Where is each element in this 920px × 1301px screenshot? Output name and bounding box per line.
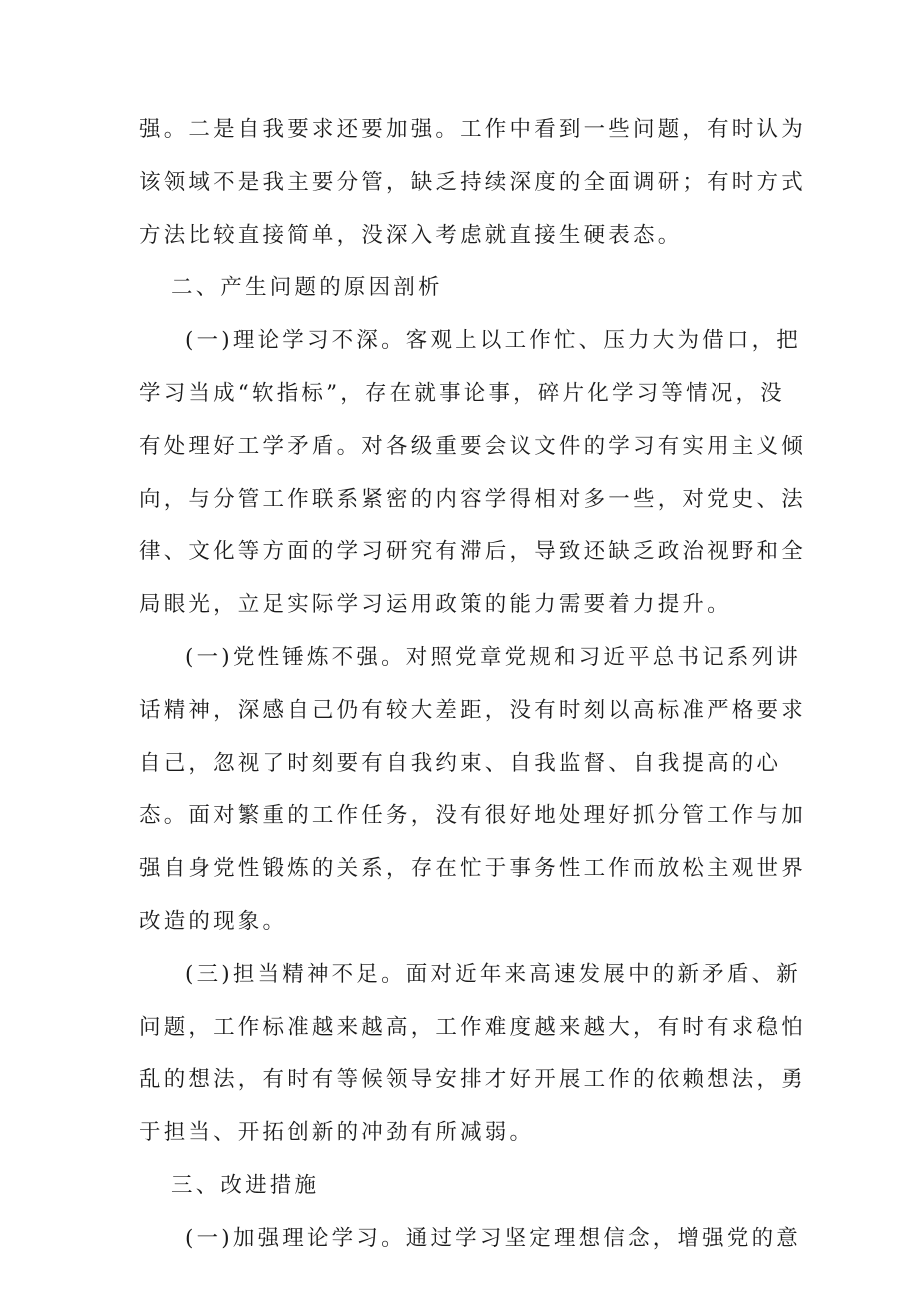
heading-text: 三、改进措施 [171, 1172, 320, 1198]
paragraph-theory-study [139, 315, 806, 632]
text-line: 强。二是自我要求还要加强。工作中看到一些问题，有时认为 [139, 117, 806, 142]
text-line: 乱的想法，有时有等候领导安排才好开展工作的依赖想法，勇 [139, 1067, 806, 1093]
paragraph-strengthen-theory [139, 1213, 801, 1266]
text-line: 局眼光，立足实际学习运用政策的能力需要着力提升。 [139, 592, 732, 618]
text-line: 问题，工作标准越来越高，工作难度越来越大，有时有求稳怕 [139, 1014, 806, 1040]
text-line: 强自身党性锻炼的关系，存在忙于事务性工作而放松主观世界 [139, 856, 806, 882]
text-line: 自己，忽视了时刻要有自我约束、自我监督、自我提高的心 [139, 750, 782, 776]
text-line: 向，与分管工作联系紧密的内容学得相对多一些，对党史、法 [139, 486, 806, 512]
text-line: 于担当、开拓创新的冲劲有所减弱。 [139, 1120, 535, 1146]
text-line: 学习当成“软指标”，存在就事论事，碎片化学习等情况，没 [139, 380, 785, 406]
heading-text: 二、产生问题的原因剖析 [171, 275, 443, 301]
text-line: 方法比较直接简单，没深入考虑就直接生硬表态。 [139, 222, 683, 248]
text-line: (一)党性锤炼不强。对照党章党规和习近平总书记系列讲 [185, 644, 801, 670]
text-line: (三)担当精神不足。面对近年来高速发展中的新矛盾、新 [185, 961, 801, 987]
document-body [139, 104, 806, 1266]
text-line: 该领域不是我主要分管，缺乏持续深度的全面调研；有时方式 [139, 169, 806, 195]
paragraph-continuation [139, 104, 806, 262]
text-line: 有处理好工学矛盾。对各级重要会议文件的学习有实用主义倾 [139, 433, 806, 459]
text-line: 话精神，深感自己仍有较大差距，没有时刻以高标准严格要求 [139, 697, 806, 723]
paragraph-responsibility [139, 949, 806, 1160]
section-heading-causes [139, 262, 769, 315]
paragraph-party-spirit [139, 632, 806, 949]
text-line: (一)理论学习不深。客观上以工作忙、压力大为借口，把 [185, 328, 801, 354]
text-line: 改造的现象。 [139, 908, 288, 934]
section-heading-measures [139, 1160, 769, 1213]
text-line: 律、文化等方面的学习研究有滞后，导致还缺乏政治视野和全 [139, 539, 806, 565]
text-line: 态。面对繁重的工作任务，没有很好地处理好抓分管工作与加 [139, 803, 806, 829]
text-line: (一)加强理论学习。通过学习坚定理想信念，增强党的意 [185, 1225, 801, 1251]
